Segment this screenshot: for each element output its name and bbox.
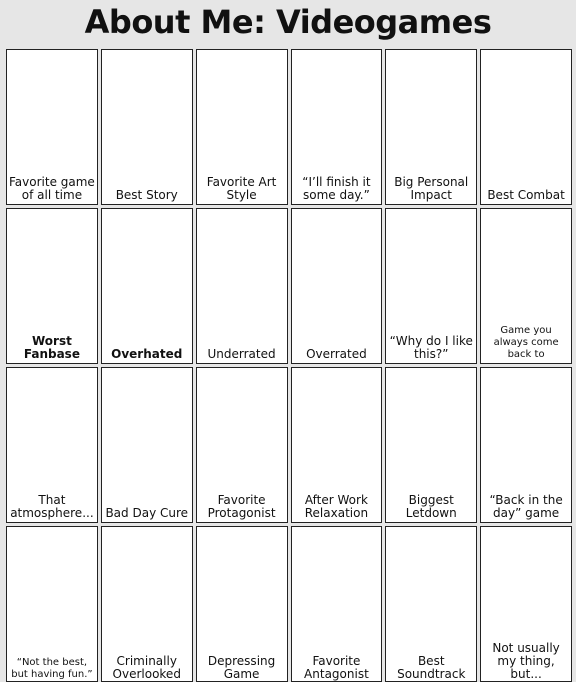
grid-cell[interactable] — [101, 367, 193, 523]
grid-cell[interactable] — [196, 49, 288, 205]
grid-cell[interactable] — [6, 367, 98, 523]
cell-label: Big Personal Impact — [394, 175, 469, 202]
cell-label: Game you always come back to — [493, 325, 559, 360]
cell-label: Best Combat — [487, 188, 565, 202]
cell-label: Overhated — [111, 347, 183, 361]
cell-label: Favorite Art Style — [206, 175, 277, 202]
grid-cell[interactable] — [6, 526, 98, 682]
grid-cell[interactable] — [101, 526, 193, 682]
cell-label: Not usually my thing, but... — [492, 641, 560, 681]
cell-label: Favorite game of all time — [9, 175, 95, 202]
grid-cell[interactable] — [385, 367, 477, 523]
grid-cell[interactable] — [291, 49, 383, 205]
bingo-grid — [6, 49, 572, 682]
grid-cell[interactable] — [101, 208, 193, 364]
grid-cell[interactable] — [6, 49, 98, 205]
cell-label: Overrated — [306, 347, 367, 361]
cell-label: Favorite Protagonist — [207, 493, 276, 520]
grid-cell[interactable] — [291, 367, 383, 523]
cell-label: Worst Fanbase — [23, 334, 80, 361]
cell-label: After Work Relaxation — [304, 493, 369, 520]
cell-label: Best Story — [115, 188, 178, 202]
cell-label: Criminally Overlooked — [112, 654, 181, 681]
cell-label: “Back in the day” game — [489, 493, 563, 520]
cell-label: Best Soundtrack — [397, 654, 466, 681]
page-title: About Me: Videogames — [84, 3, 492, 41]
grid-cell[interactable] — [291, 526, 383, 682]
cell-label: “Why do I like this?” — [389, 334, 473, 361]
grid-cell[interactable] — [385, 49, 477, 205]
cell-label: Biggest Letdown — [405, 493, 457, 520]
grid-cell[interactable] — [101, 49, 193, 205]
grid-cell[interactable] — [196, 208, 288, 364]
cell-label: That atmosphere... — [10, 493, 94, 520]
grid-cell[interactable] — [196, 526, 288, 682]
grid-cell[interactable] — [6, 208, 98, 364]
cell-label: Depressing Game — [207, 654, 276, 681]
grid-cell[interactable] — [196, 367, 288, 523]
cell-label: “Not the best, but having fun.” — [11, 657, 93, 680]
cell-label: Underrated — [207, 347, 276, 361]
grid-cell[interactable] — [385, 208, 477, 364]
cell-label: “I’ll finish it some day.” — [302, 175, 371, 202]
cell-label: Favorite Antagonist — [304, 654, 369, 681]
grid-cell[interactable] — [480, 49, 572, 205]
cell-label: Bad Day Cure — [105, 506, 189, 520]
grid-cell[interactable] — [291, 208, 383, 364]
grid-cell[interactable] — [385, 526, 477, 682]
grid-cell[interactable] — [480, 367, 572, 523]
grid-cell[interactable] — [480, 526, 572, 682]
grid-cell[interactable] — [480, 208, 572, 364]
